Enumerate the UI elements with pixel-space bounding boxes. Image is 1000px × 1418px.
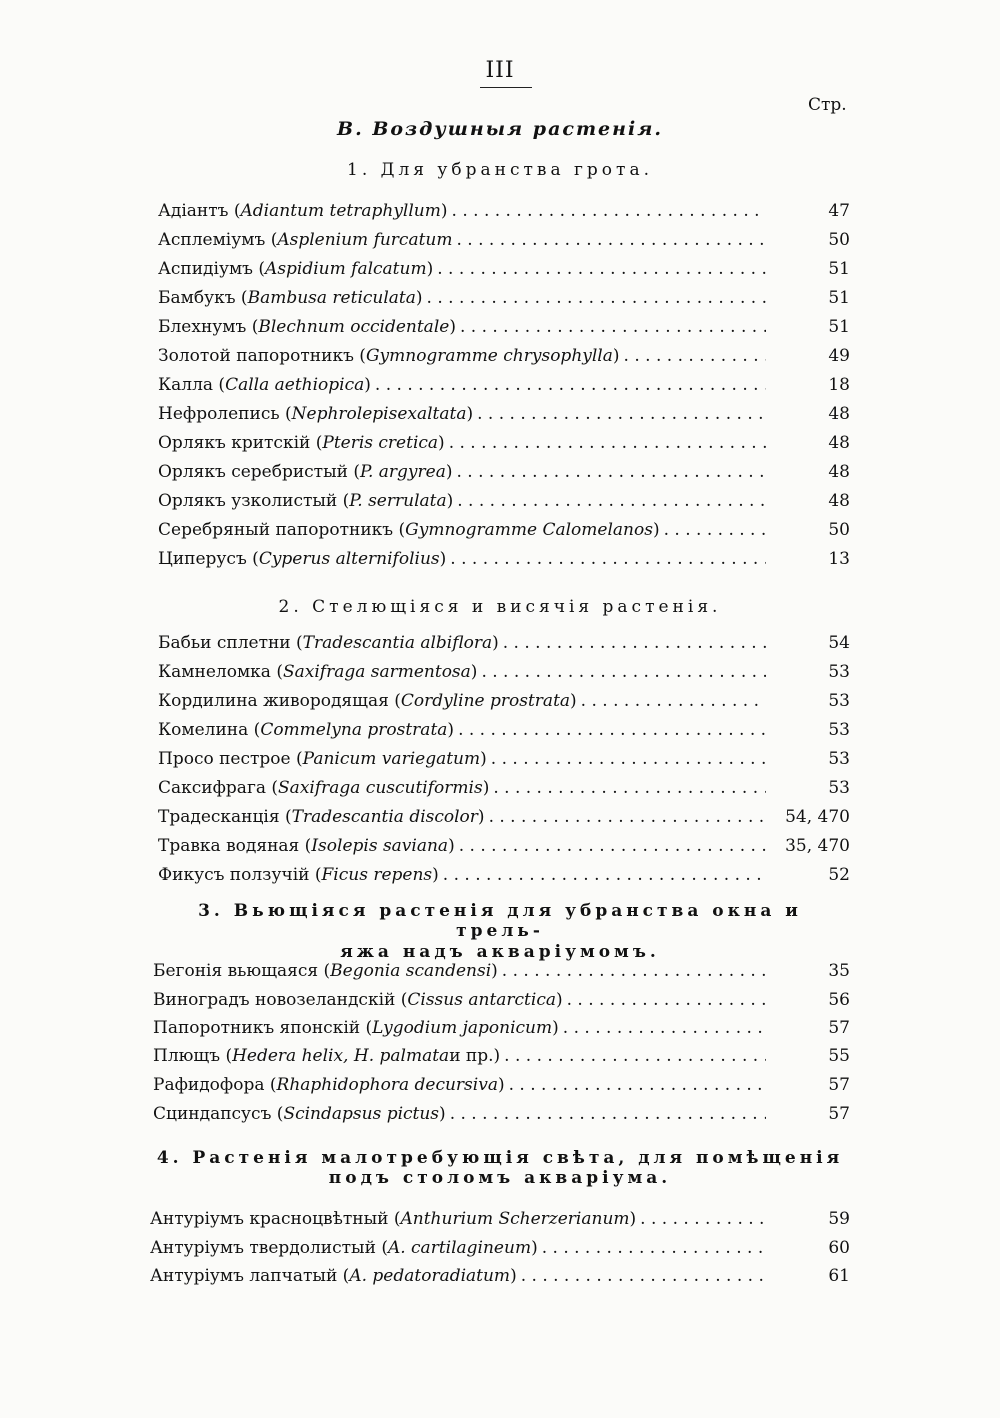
toc-entry: Асплеміумъ ( Asplenium furcatum . . 50: [158, 230, 850, 258]
dot-leader: [457, 462, 767, 482]
dot-leader: [450, 549, 766, 569]
entry-page: 61: [828, 1266, 850, 1286]
entry-page: 54, 470: [785, 807, 850, 827]
page-number: III: [485, 58, 515, 83]
entry-page: 53: [828, 691, 850, 711]
dot-leader: [581, 691, 766, 711]
toc-entry: Сциндапсусъ ( Scindapsus pictus ) . . 57: [153, 1104, 850, 1132]
dot-leader: [457, 491, 766, 511]
toc-entry: Травка водяная ( Isolepis saviana ) . . 35, 470: [158, 836, 850, 864]
dot-leader: [563, 1018, 766, 1038]
section-heading-4: [150, 1148, 850, 1189]
page-column-label: Стр.: [808, 95, 847, 115]
dot-leader: [521, 1266, 766, 1286]
entry-page: 56: [828, 990, 850, 1010]
dot-leader: [542, 1238, 766, 1258]
entry-page: 59: [828, 1209, 850, 1229]
dot-leader: [503, 633, 766, 653]
entry-page: 53: [828, 662, 850, 682]
dot-leader: [437, 259, 766, 279]
dot-leader: [624, 346, 766, 366]
toc-entry: Бегонія вьющаяся ( Begonia scandensi ) . . 35: [153, 961, 850, 989]
dot-leader: [489, 807, 766, 827]
entry-page: 47: [828, 201, 850, 221]
dot-leader: [457, 230, 767, 250]
section-heading-4-line2: подъ столомъ акваріума.: [328, 1168, 672, 1189]
entry-page: 53: [828, 778, 850, 798]
dot-leader: [640, 1209, 766, 1229]
section-heading-3-line2: яжа надъ акваріумомъ.: [340, 941, 660, 962]
dot-leader: [664, 520, 766, 540]
toc-entry: Циперусъ ( Cyperus alternifolius ) . . 13: [158, 549, 850, 577]
entry-page: 55: [828, 1046, 850, 1066]
toc-entry: Антуріумъ лапчатый ( A. pedatoradiatum ) . . 61: [150, 1266, 850, 1294]
entry-page: 35: [828, 961, 850, 981]
entry-page: 48: [828, 433, 850, 453]
section-heading-1: 1. Для убранства грота.: [347, 160, 653, 180]
toc-entry: Бамбукъ ( Bambusa reticulata ) . . 51: [158, 288, 850, 316]
section-heading-2: 2. Стелющіяся и висячія растенія.: [278, 597, 722, 617]
dot-leader: [450, 1104, 766, 1124]
section-heading-3: [150, 901, 850, 962]
dot-leader: [477, 404, 766, 424]
entry-page: 51: [828, 317, 850, 337]
entry-page: 13: [828, 549, 850, 569]
toc-entry: Бабьи сплетни ( Tradescantia albiflora ) . . 54: [158, 633, 850, 661]
entry-page: 51: [828, 259, 850, 279]
part-heading: B. Воздушныя растенія.: [337, 118, 663, 140]
dot-leader: [502, 961, 766, 981]
dot-leader: [458, 720, 766, 740]
dot-leader: [509, 1075, 766, 1095]
toc-entry: Рафидофора ( Rhaphidophora decursiva ) . . 57: [153, 1075, 850, 1103]
dot-leader: [459, 836, 766, 856]
toc-entry: Комелина ( Commelyna prostrata ) . . 53: [158, 720, 850, 748]
entry-page: 50: [828, 230, 850, 250]
toc-entry: Традесканція ( Tradescantia discolor ) . . 54, 470: [158, 807, 850, 835]
entry-page: 49: [828, 346, 850, 366]
dot-leader: [375, 375, 766, 395]
section-heading-4-line1: 4. Растенія малотребующія свѣта, для помѣщенія: [156, 1148, 844, 1168]
entry-page: 50: [828, 520, 850, 540]
toc-entry: Серебряный папоротникъ ( Gymnogramme Calomelanos ) . . 50: [158, 520, 850, 548]
section-heading-3-line1: 3. Вьющіяся растенія для убранства окна и трель-: [198, 901, 802, 942]
entry-page: 57: [828, 1075, 850, 1095]
toc-entry: Орлякъ серебристый ( P. argyrea ) . . 48: [158, 462, 850, 490]
toc-entry: Адіантъ ( Adiantum tetraphyllum ) . . 47: [158, 201, 850, 229]
entry-page: 53: [828, 749, 850, 769]
dot-leader: [493, 778, 766, 798]
toc-entry: Золотой папоротникъ ( Gymnogramme chrysophylla ) . . 49: [158, 346, 850, 374]
toc-entry: Виноградъ новозеландскій ( Cissus antarctica ) . . 56: [153, 990, 850, 1018]
entry-page: 53: [828, 720, 850, 740]
dot-leader: [460, 317, 766, 337]
toc-entry: Антуріумъ красноцвѣтный ( Anthurium Scherzerianum ) . . 59: [150, 1209, 850, 1237]
toc-entry: Плющъ ( Hedera helix, H. palmata и пр.) . . 55: [153, 1046, 850, 1074]
toc-entry: Орлякъ узколистый ( P. serrulata ) . . 48: [158, 491, 850, 519]
toc-entry: Саксифрага ( Saxifraga cuscutiformis ) . . 53: [158, 778, 850, 806]
dot-leader: [443, 865, 766, 885]
toc-entry: Калла ( Calla aethiopica ) . . 18: [158, 375, 850, 403]
entry-page: 48: [828, 462, 850, 482]
dot-leader: [427, 288, 766, 308]
entry-page: 52: [828, 865, 850, 885]
dot-leader: [481, 662, 766, 682]
toc-entry: Фикусъ ползучій ( Ficus repens ) . . 52: [158, 865, 850, 893]
toc-entry: Камнеломка ( Saxifraga sarmentosa ) . . 53: [158, 662, 850, 690]
dot-leader: [567, 990, 766, 1010]
page-number-rule: [480, 87, 532, 88]
toc-entry: Папоротникъ японскій ( Lygodium japonicum ) . . 57: [153, 1018, 850, 1046]
toc-entry: Просо пестрое ( Panicum variegatum ) . . 53: [158, 749, 850, 777]
entry-page: 54: [828, 633, 850, 653]
toc-entry: Блехнумъ ( Blechnum occidentale ) . . 51: [158, 317, 850, 345]
toc-entry: Антуріумъ твердолистый ( A. cartilagineum ) . . 60: [150, 1238, 850, 1266]
dot-leader: [452, 201, 766, 221]
entry-page: 57: [828, 1018, 850, 1038]
entry-page: 48: [828, 491, 850, 511]
entry-page: 51: [828, 288, 850, 308]
dot-leader: [491, 749, 766, 769]
entry-page: 18: [828, 375, 850, 395]
entry-page: 35, 470: [785, 836, 850, 856]
entry-page: 57: [828, 1104, 850, 1124]
entry-page: 60: [828, 1238, 850, 1258]
toc-entry: Аспидіумъ ( Aspidium falcatum ) . . 51: [158, 259, 850, 287]
toc-entry: Орлякъ критскій ( Pteris cretica ) . . 48: [158, 433, 850, 461]
dot-leader: [449, 433, 766, 453]
toc-entry: Кордилина живородящая ( Cordyline prostrata ) . . 53: [158, 691, 850, 719]
entry-page: 48: [828, 404, 850, 424]
dot-leader: [504, 1046, 766, 1066]
toc-entry: Нефролепись ( Nephrolepisexaltata ) . . 48: [158, 404, 850, 432]
